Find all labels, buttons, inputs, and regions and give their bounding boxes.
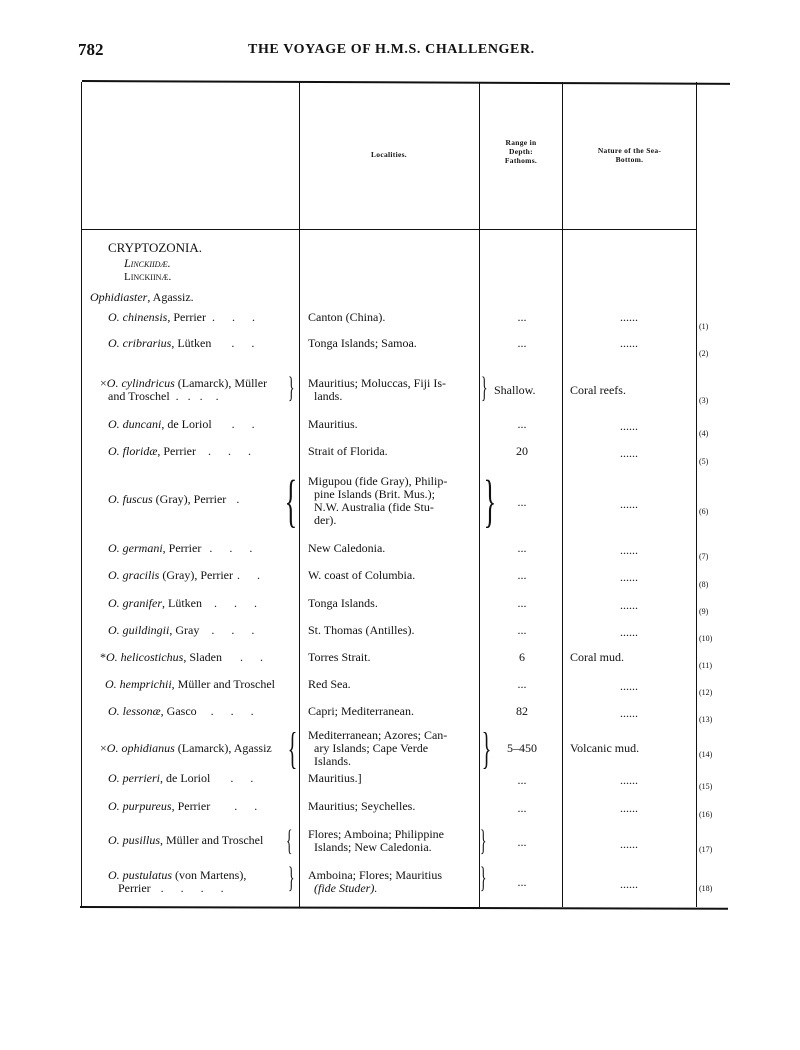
depth-value: ... [517, 568, 527, 582]
locality: New Caledonia. [308, 541, 386, 555]
locality-cont: Islands. [314, 754, 351, 768]
reference-number: (16) [699, 810, 713, 819]
column-divider [479, 82, 480, 907]
table-bottom-rule [80, 906, 728, 910]
bottom-value: ...... [620, 801, 638, 815]
depth-value: 82 [516, 704, 528, 718]
species-name: O. purpureus, Perrier . . [108, 799, 259, 813]
bottom-value: ...... [620, 773, 638, 787]
depth-value: ... [517, 677, 527, 691]
species-author-cont: Perrier [118, 881, 151, 895]
column-divider [562, 82, 563, 907]
reference-number: (7) [699, 552, 709, 561]
reference-number: (18) [699, 884, 713, 893]
genus-heading [90, 290, 194, 305]
species-binomial: O. ophidianus [106, 741, 175, 755]
species-author: , Perrier [157, 444, 196, 458]
bottom-value: ...... [620, 706, 638, 720]
depth-value: ... [517, 623, 527, 637]
genus-author: , Agassiz. [147, 290, 194, 304]
brace-icon: } [479, 824, 487, 857]
brace-icon: } [481, 724, 492, 773]
brace-icon: { [284, 468, 298, 533]
mark: × [100, 376, 107, 390]
species-name [100, 742, 272, 755]
brace-icon: } [287, 371, 295, 404]
locality: Strait of Florida. [308, 444, 388, 458]
species-author: (Gray), Perrier [159, 568, 233, 582]
brace-icon: } [479, 861, 487, 894]
locality: Torres Strait. [308, 650, 371, 664]
bottom-value: ...... [620, 497, 638, 511]
species-author: , Lütken [171, 336, 212, 350]
species-author: (von Martens), [172, 868, 247, 882]
depth-value: ... [517, 835, 527, 849]
locality: Tonga Islands; Samoa. [308, 336, 417, 350]
locality: Mauritius.] [308, 771, 362, 785]
species-name [108, 834, 263, 847]
reference-number: (15) [699, 782, 713, 791]
bottom-value: Volcanic mud. [570, 741, 640, 755]
species-binomial: O. fuscus [108, 492, 153, 506]
species-name-cont: and Troschel . . . . [108, 389, 220, 403]
locality-cont: Islands; New Caledonia. [314, 840, 432, 854]
species-name: O. guildingii, Gray . . . [108, 623, 256, 637]
header-rule [81, 229, 697, 230]
locality: W. coast of Columbia. [308, 568, 416, 582]
species-binomial: O. pusillus [108, 833, 161, 847]
species-name: O. gracilis (Gray), Perrier . . [108, 568, 261, 582]
depth-value: 5–450 [507, 741, 537, 755]
depth-heading-line: Depth: [509, 147, 533, 156]
locality-cont: N.W. Australia (fide Stu- [314, 500, 434, 514]
species-name: O. floridæ, Perrier . . . [108, 444, 252, 458]
depth-value: 20 [516, 444, 528, 458]
species-author-cont: and Troschel [108, 389, 170, 403]
depth-value: ... [517, 773, 527, 787]
bottom-heading-line: Nature of the Sea- [597, 146, 662, 155]
depth-value: ... [517, 495, 527, 509]
species-author: , Perrier [167, 310, 206, 324]
depth-value: Shallow. [494, 383, 536, 397]
locality: Mauritius. [308, 417, 358, 431]
reference-number: (10) [699, 634, 713, 643]
species-binomial: O. duncani [108, 417, 162, 431]
locality-cont: ary Islands; Cape Verde [314, 741, 429, 755]
species-binomial: O. perrieri [108, 771, 160, 785]
depth-value: ... [517, 875, 527, 889]
species-author: (Lamarck), Agassiz [174, 741, 272, 755]
species-binomial: O. cribrarius [108, 336, 172, 350]
bottom-value: ...... [620, 446, 638, 460]
species-name: O. germani, Perrier . . . [108, 541, 254, 555]
locality-cont: pine Islands (Brit. Mus.); [314, 487, 435, 501]
depth-value: ... [517, 336, 527, 350]
species-author: , Sladen [183, 650, 222, 664]
locality-cont: der). [314, 513, 337, 527]
species-name: O. chinensis, Perrier . . . [108, 310, 256, 324]
species-author: (Lamarck), Müller [174, 376, 268, 390]
bottom-value: ...... [620, 877, 638, 891]
depth-value: ... [517, 417, 527, 431]
species-author: , Perrier [171, 799, 211, 813]
species-binomial: O. pustulatus [108, 868, 173, 882]
depth-value: ... [517, 310, 527, 324]
bottom-value: ...... [620, 336, 638, 350]
species-binomial: O. gracilis [108, 568, 160, 582]
locality-cont: lands. [314, 389, 343, 403]
species-name: O. fuscus (Gray), Perrier . [108, 492, 241, 506]
brace-icon: { [285, 824, 293, 857]
running-title: THE VOYAGE OF H.M.S. CHALLENGER. [248, 42, 535, 57]
species-author: , Perrier [162, 541, 202, 555]
bottom-value: ...... [620, 543, 638, 557]
locality: Mauritius; Seychelles. [308, 799, 416, 813]
species-name: O. granifer, Lütken . . . [108, 596, 258, 610]
species-author: (Gray), Perrier [152, 492, 227, 506]
bottom-value: ...... [620, 837, 638, 851]
brace-icon: } [287, 861, 295, 894]
locality: Tonga Islands. [308, 596, 378, 610]
brace-icon: { [287, 724, 298, 773]
brace-icon: } [480, 371, 488, 404]
reference-number: (3) [699, 396, 709, 405]
reference-number: (17) [699, 845, 713, 854]
bottom-value: ...... [620, 310, 638, 324]
species-name: O. lessonæ, Gasco . . . [108, 704, 255, 718]
column-divider [696, 82, 697, 907]
species-binomial: O. helicostichus [106, 650, 184, 664]
locality: Canton (China). [308, 310, 386, 324]
species-binomial: O. chinensis [108, 310, 168, 324]
reference-number: (8) [699, 580, 709, 589]
reference-number: (5) [699, 457, 709, 466]
bottom-value: ...... [620, 625, 638, 639]
species-author: , Lütken [162, 596, 202, 610]
localities-heading: Localities. [370, 150, 407, 159]
subfamily-heading: Linckiinæ. [124, 271, 172, 283]
species-name: O. duncani, de Loriol . . [108, 417, 256, 431]
depth-heading-line: Fathoms. [504, 156, 538, 165]
mark: × [100, 741, 107, 755]
locality: Migupou (fide Gray), Philip- [308, 474, 448, 488]
species-binomial: O. guildingii [108, 623, 170, 637]
species-name [105, 678, 275, 691]
species-binomial: O. hemprichii [105, 677, 172, 691]
mark: * [100, 650, 106, 664]
reference-number: (9) [699, 607, 709, 616]
reference-number: (14) [699, 750, 713, 759]
column-divider [299, 82, 300, 907]
family-heading: Linckiidæ. [124, 256, 171, 270]
species-binomial: O. cylindricus [106, 376, 175, 390]
reference-number: (4) [699, 429, 709, 438]
depth-value: ... [517, 596, 527, 610]
reference-number: (6) [699, 507, 709, 516]
locality: Red Sea. [308, 677, 351, 691]
bottom-value: ...... [620, 598, 638, 612]
species-name-cont: Perrier . . . . [118, 881, 225, 895]
reference-number: (13) [699, 715, 713, 724]
locality: Capri; Mediterranean. [308, 704, 414, 718]
bottom-value: Coral mud. [570, 650, 624, 664]
species-author: , Gasco [160, 704, 197, 718]
species-author: , de Loriol [160, 771, 211, 785]
species-binomial: O. granifer [108, 596, 162, 610]
species-binomial: O. floridæ [108, 444, 158, 458]
species-name: O. perrieri, de Loriol . . [108, 771, 255, 785]
page-number: 782 [78, 40, 104, 59]
species-name: O. cribrarius, Lütken . . [108, 336, 256, 350]
locality: Mediterranean; Azores; Can- [308, 728, 448, 742]
brace-icon: } [483, 468, 497, 533]
reference-number: (12) [699, 688, 713, 697]
bottom-value: ...... [620, 679, 638, 693]
locality: Mauritius; Moluccas, Fiji Is- [308, 376, 446, 390]
reference-number: (2) [699, 349, 709, 358]
species-author: , de Loriol [161, 417, 212, 431]
bottom-heading-line: Bottom. [615, 155, 644, 164]
locality: Flores; Amboina; Philippine [308, 827, 445, 841]
species-name: *O. helicostichus, Sladen . . [100, 650, 264, 664]
bottom-value: ...... [620, 419, 638, 433]
column-divider [81, 82, 82, 907]
locality: St. Thomas (Antilles). [308, 623, 415, 637]
species-binomial: O. lessonæ [108, 704, 161, 718]
species-author: , Müller and Troschel [171, 677, 275, 691]
locality-cont: (fide Studer). [314, 881, 378, 895]
species-binomial: O. purpureus [108, 799, 172, 813]
genus-name: Ophidiaster [90, 290, 148, 304]
reference-number: (11) [699, 661, 713, 670]
depth-value: ... [517, 541, 527, 555]
bottom-value: ...... [620, 570, 638, 584]
locality: Amboina; Flores; Mauritius [308, 868, 442, 882]
species-author: , Gray [169, 623, 200, 637]
reference-number: (1) [699, 322, 709, 331]
depth-heading-line: Range in [505, 138, 537, 147]
depth-value: ... [517, 801, 527, 815]
table-top-rule [82, 80, 730, 85]
bottom-value: Coral reefs. [570, 383, 626, 397]
depth-heading [480, 138, 562, 165]
bottom-heading [563, 146, 696, 164]
species-author: , Müller and Troschel [160, 833, 264, 847]
suborder-heading: CRYPTOZONIA. [108, 240, 203, 255]
species-binomial: O. germani [108, 541, 163, 555]
depth-value: 6 [519, 650, 525, 664]
